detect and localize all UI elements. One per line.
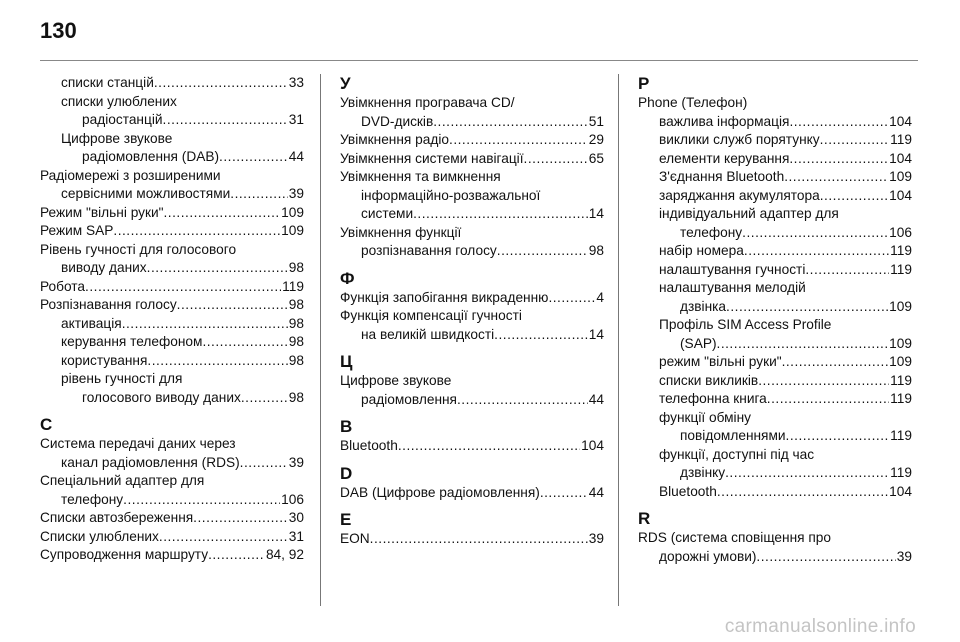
index-entry-text: RDS (система сповіщення про bbox=[638, 530, 832, 545]
index-entry bbox=[340, 224, 604, 261]
index-entry-text: виводу даних bbox=[61, 260, 147, 275]
index-entry-text: Цифрове звукове bbox=[340, 373, 452, 388]
index-entry-text: режим "вільні руки" bbox=[659, 354, 782, 369]
page-reference: 119 bbox=[890, 261, 912, 277]
page-reference: 109 bbox=[889, 169, 912, 184]
page-reference: 119 bbox=[890, 372, 912, 388]
page-reference: 109 bbox=[889, 354, 912, 369]
page-reference: 39 bbox=[288, 454, 304, 470]
index-entry-text: Bluetooth bbox=[659, 483, 717, 499]
page-reference: 65 bbox=[588, 150, 604, 166]
index-entry-text: Режим SAP bbox=[40, 223, 114, 238]
dot-leader bbox=[494, 326, 588, 345]
index-entry bbox=[40, 546, 304, 565]
dot-leader bbox=[147, 259, 288, 278]
page-reference: 14 bbox=[588, 206, 604, 221]
index-entry-text: на великій швидкості bbox=[361, 326, 495, 342]
index-subentry bbox=[638, 205, 912, 242]
index-entry-text: Радіомережі з розширеними bbox=[40, 167, 221, 183]
page-reference: 33 bbox=[288, 75, 304, 90]
page-reference: 31 bbox=[288, 112, 304, 127]
index-subentry bbox=[40, 370, 304, 407]
index-entry-text: Цифрове звукове bbox=[61, 130, 173, 146]
page-reference: 44 bbox=[588, 391, 604, 407]
index-letter-heading: E bbox=[340, 510, 352, 529]
index-entry bbox=[340, 150, 604, 169]
index-subentry bbox=[40, 93, 304, 130]
index-entry bbox=[340, 131, 604, 150]
index-entry bbox=[40, 296, 304, 315]
index-subentry bbox=[638, 483, 912, 502]
index-subentry bbox=[638, 187, 912, 206]
index-entry-text: активація bbox=[61, 315, 122, 331]
watermark-text: carmanualsonline.info bbox=[724, 616, 916, 637]
page-reference: 39 bbox=[896, 548, 912, 564]
index-subentry bbox=[638, 353, 912, 372]
index-entry-text: заряджання акумулятора bbox=[659, 187, 820, 203]
index-entry-text: інформаційно-розважальної bbox=[361, 187, 541, 203]
index-entry-text: налаштування гучності bbox=[659, 261, 806, 277]
header-rule bbox=[40, 60, 918, 61]
page-reference: 39 bbox=[588, 531, 604, 546]
dot-leader bbox=[202, 333, 287, 352]
index-subentry bbox=[40, 130, 304, 167]
dot-leader bbox=[548, 289, 595, 308]
dot-leader bbox=[230, 185, 288, 204]
index-entry-text: Система передачі даних через bbox=[40, 436, 236, 451]
index-entry-text: дорожні умови) bbox=[659, 548, 757, 564]
index-subentry bbox=[638, 150, 912, 169]
index-entry-text: рівень гучності для bbox=[61, 371, 183, 386]
index-entry bbox=[340, 307, 604, 344]
index-letter-heading: У bbox=[340, 74, 351, 93]
page-reference: 44 bbox=[588, 484, 604, 500]
index-entry-text: дзвінка bbox=[680, 298, 727, 314]
dot-leader bbox=[241, 389, 288, 408]
page-reference: 119 bbox=[282, 278, 304, 294]
dot-leader bbox=[789, 150, 888, 169]
index-entry-text: керування телефоном bbox=[61, 334, 203, 349]
dot-leader bbox=[113, 222, 280, 241]
dot-leader bbox=[398, 437, 580, 456]
page-reference: 98 bbox=[288, 389, 304, 405]
page-reference: 84, 92 bbox=[265, 547, 304, 562]
index-entry-text: Увімкнення системи навігації bbox=[340, 150, 524, 166]
index-entry-text: налаштування мелодій bbox=[659, 280, 806, 295]
page-reference: 119 bbox=[890, 428, 912, 443]
index-entry bbox=[340, 289, 604, 308]
index-subentry bbox=[638, 113, 912, 132]
index-entry-text: Увімкнення програвача CD/ bbox=[340, 95, 515, 110]
index-entry-text: важлива інформація bbox=[659, 113, 790, 129]
dot-leader bbox=[756, 548, 895, 567]
index-entry-text: телефону bbox=[61, 491, 124, 507]
index-entry-text: набір номера bbox=[659, 243, 744, 258]
page-reference: 104 bbox=[889, 150, 912, 166]
index-entry-text: телефонна книга bbox=[659, 391, 767, 406]
index-entry bbox=[340, 530, 604, 549]
page-reference: 31 bbox=[288, 528, 304, 544]
index-entry-text: DVD-дисків bbox=[361, 113, 434, 129]
index-entry-text: Робота bbox=[40, 278, 86, 294]
index-entry bbox=[340, 437, 604, 456]
index-entry bbox=[638, 529, 912, 566]
page-reference: 104 bbox=[889, 187, 912, 203]
index-entry bbox=[40, 222, 304, 241]
dot-leader bbox=[744, 242, 889, 261]
dot-leader bbox=[540, 484, 588, 503]
index-entry-text: повідомленнями bbox=[680, 428, 786, 443]
index-subentry bbox=[40, 315, 304, 334]
index-entry-text: радіомовлення (DAB) bbox=[82, 149, 220, 164]
index-entry-text: Увімкнення та вимкнення bbox=[340, 169, 501, 184]
index-column-2 bbox=[340, 74, 604, 549]
dot-leader bbox=[433, 113, 588, 132]
index-entry-text: Рівень гучності для голосового bbox=[40, 241, 237, 257]
dot-leader bbox=[742, 224, 888, 243]
dot-leader bbox=[726, 298, 888, 317]
dot-leader bbox=[782, 353, 889, 372]
dot-leader bbox=[219, 148, 288, 167]
index-subentry bbox=[638, 390, 912, 409]
index-letter-heading: Ф bbox=[340, 268, 355, 288]
dot-leader bbox=[163, 111, 288, 130]
page-reference: 51 bbox=[588, 113, 604, 129]
index-entry-text: Phone (Телефон) bbox=[638, 95, 748, 110]
page-reference: 98 bbox=[588, 243, 604, 258]
page-reference: 98 bbox=[288, 297, 304, 312]
page-reference: 109 bbox=[889, 335, 912, 351]
index-entry-text: EON bbox=[340, 531, 370, 546]
index-subentry bbox=[638, 168, 912, 187]
index-entry-text: Режим "вільні руки" bbox=[40, 204, 164, 220]
index-entry-text: Супроводження маршруту bbox=[40, 547, 209, 562]
index-entry-text: голосового виводу даних bbox=[82, 389, 241, 405]
index-entry-text: елементи керування bbox=[659, 150, 790, 166]
index-entry-text: DAB (Цифрове радіомовлення) bbox=[340, 484, 540, 500]
index-entry bbox=[340, 168, 604, 224]
page-reference: 29 bbox=[588, 132, 604, 147]
dot-leader bbox=[159, 528, 288, 547]
page-reference: 4 bbox=[596, 289, 604, 305]
dot-leader bbox=[193, 509, 288, 528]
dot-leader bbox=[370, 530, 588, 549]
index-letter-heading: Ц bbox=[340, 352, 353, 371]
index-entry-text: Увімкнення радіо bbox=[340, 132, 450, 147]
page-reference: 119 bbox=[890, 465, 912, 480]
index-entry-text: сервісними можливостями bbox=[61, 186, 231, 201]
index-column-1 bbox=[40, 74, 304, 565]
index-subentry bbox=[638, 409, 912, 446]
dot-leader bbox=[164, 204, 281, 223]
page-reference: 98 bbox=[288, 315, 304, 331]
dot-leader bbox=[524, 150, 588, 169]
index-subentry bbox=[40, 74, 304, 93]
index-entry bbox=[340, 372, 604, 409]
index-entry-text: Профіль SIM Access Profile bbox=[659, 317, 832, 332]
index-entry-text: розпізнавання голосу bbox=[361, 243, 497, 258]
page-reference: 109 bbox=[889, 298, 912, 314]
index-subentry bbox=[638, 372, 912, 391]
page-reference: 104 bbox=[889, 483, 912, 499]
index-subentry bbox=[638, 261, 912, 280]
index-entry-text: (SAP) bbox=[680, 335, 717, 351]
dot-leader bbox=[758, 372, 889, 391]
dot-leader bbox=[449, 131, 588, 150]
dot-leader bbox=[85, 278, 281, 297]
index-subentry bbox=[638, 131, 912, 150]
page-reference: 30 bbox=[288, 510, 304, 525]
index-entry-text: системи bbox=[361, 206, 414, 221]
index-entry-text: користування bbox=[61, 352, 148, 368]
page-reference: 119 bbox=[890, 243, 912, 258]
page-reference: 119 bbox=[890, 132, 912, 147]
index-subentry bbox=[638, 446, 912, 483]
dot-leader bbox=[786, 427, 890, 446]
dot-leader bbox=[725, 464, 889, 483]
index-entry-text: Функція запобігання викраденню bbox=[340, 289, 549, 305]
index-subentry bbox=[638, 279, 912, 316]
index-entry-text: радіомовлення bbox=[361, 391, 457, 407]
index-entry bbox=[40, 472, 304, 509]
index-entry bbox=[40, 278, 304, 297]
index-entry bbox=[638, 94, 912, 113]
index-entry bbox=[340, 484, 604, 503]
index-entry bbox=[340, 94, 604, 131]
column-divider bbox=[320, 74, 321, 606]
index-entry-text: З'єднання Bluetooth bbox=[659, 169, 785, 184]
index-entry-text: виклики служб порятунку bbox=[659, 132, 820, 147]
index-entry bbox=[40, 528, 304, 547]
page-reference: 104 bbox=[581, 438, 604, 453]
dot-leader bbox=[805, 261, 889, 280]
column-divider bbox=[618, 74, 619, 606]
page-reference: 39 bbox=[288, 186, 304, 201]
index-entry-text: Спеціальний адаптер для bbox=[40, 473, 205, 488]
index-entry-text: списки викликів bbox=[659, 372, 759, 388]
page-reference: 106 bbox=[889, 224, 912, 240]
page-reference: 106 bbox=[281, 491, 304, 507]
page-number: 130 bbox=[40, 18, 77, 43]
dot-leader bbox=[767, 390, 889, 409]
index-letter-heading: R bbox=[638, 509, 651, 528]
index-subentry bbox=[40, 333, 304, 352]
index-entry-text: функції, доступні під час bbox=[659, 446, 815, 462]
index-entry-text: функції обміну bbox=[659, 409, 751, 425]
dot-leader bbox=[122, 315, 288, 334]
index-entry-text: Увімкнення функції bbox=[340, 224, 462, 240]
dot-leader bbox=[820, 187, 888, 206]
index-entry-text: списки улюблених bbox=[61, 93, 177, 109]
index-subentry bbox=[40, 352, 304, 371]
index-entry-text: канал радіомовлення (RDS) bbox=[61, 454, 240, 470]
dot-leader bbox=[177, 296, 288, 315]
dot-leader bbox=[147, 352, 287, 371]
index-entry-text: Списки автозбереження bbox=[40, 510, 194, 525]
page-reference: 98 bbox=[288, 260, 304, 275]
dot-leader bbox=[154, 74, 288, 93]
index-entry bbox=[40, 509, 304, 528]
dot-leader bbox=[240, 454, 288, 473]
page-reference: 119 bbox=[890, 391, 912, 406]
index-letter-heading: P bbox=[638, 74, 650, 93]
dot-leader bbox=[820, 131, 890, 150]
index-entry-text: списки станцій bbox=[61, 75, 154, 90]
dot-leader bbox=[717, 335, 889, 354]
index-entry-text: індивідуальний адаптер для bbox=[659, 206, 839, 221]
dot-leader bbox=[413, 205, 588, 224]
dot-leader bbox=[457, 391, 588, 410]
dot-leader bbox=[497, 242, 588, 261]
page-reference: 44 bbox=[288, 149, 304, 164]
index-entry-text: Bluetooth bbox=[340, 438, 398, 453]
dot-leader bbox=[123, 491, 280, 510]
page-reference: 109 bbox=[281, 204, 304, 220]
index-letter-heading: С bbox=[40, 415, 53, 434]
dot-leader bbox=[717, 483, 888, 502]
index-entry bbox=[40, 241, 304, 278]
dot-leader bbox=[789, 113, 888, 132]
page-reference: 109 bbox=[281, 223, 304, 238]
index-entry bbox=[40, 204, 304, 223]
index-entry-text: радіостанцій bbox=[82, 112, 163, 127]
index-entry-text: дзвінку bbox=[680, 465, 726, 480]
index-entry bbox=[40, 435, 304, 472]
index-entry-text: телефону bbox=[680, 224, 743, 240]
page-reference: 104 bbox=[889, 113, 912, 129]
index-letter-heading: D bbox=[340, 463, 353, 483]
page-reference: 14 bbox=[588, 326, 604, 342]
index-entry-text: Розпізнавання голосу bbox=[40, 297, 177, 312]
index-column-3 bbox=[638, 74, 912, 566]
index-subentry bbox=[638, 242, 912, 261]
dot-leader bbox=[208, 546, 265, 565]
index-entry-text: Списки улюблених bbox=[40, 528, 159, 544]
index-entry-text: Функція компенсації гучності bbox=[340, 308, 522, 323]
index-letter-heading: B bbox=[340, 417, 353, 436]
index-entry bbox=[40, 167, 304, 204]
page-reference: 98 bbox=[288, 334, 304, 349]
index-subentry bbox=[638, 316, 912, 353]
dot-leader bbox=[784, 168, 888, 187]
page-reference: 98 bbox=[288, 352, 304, 368]
